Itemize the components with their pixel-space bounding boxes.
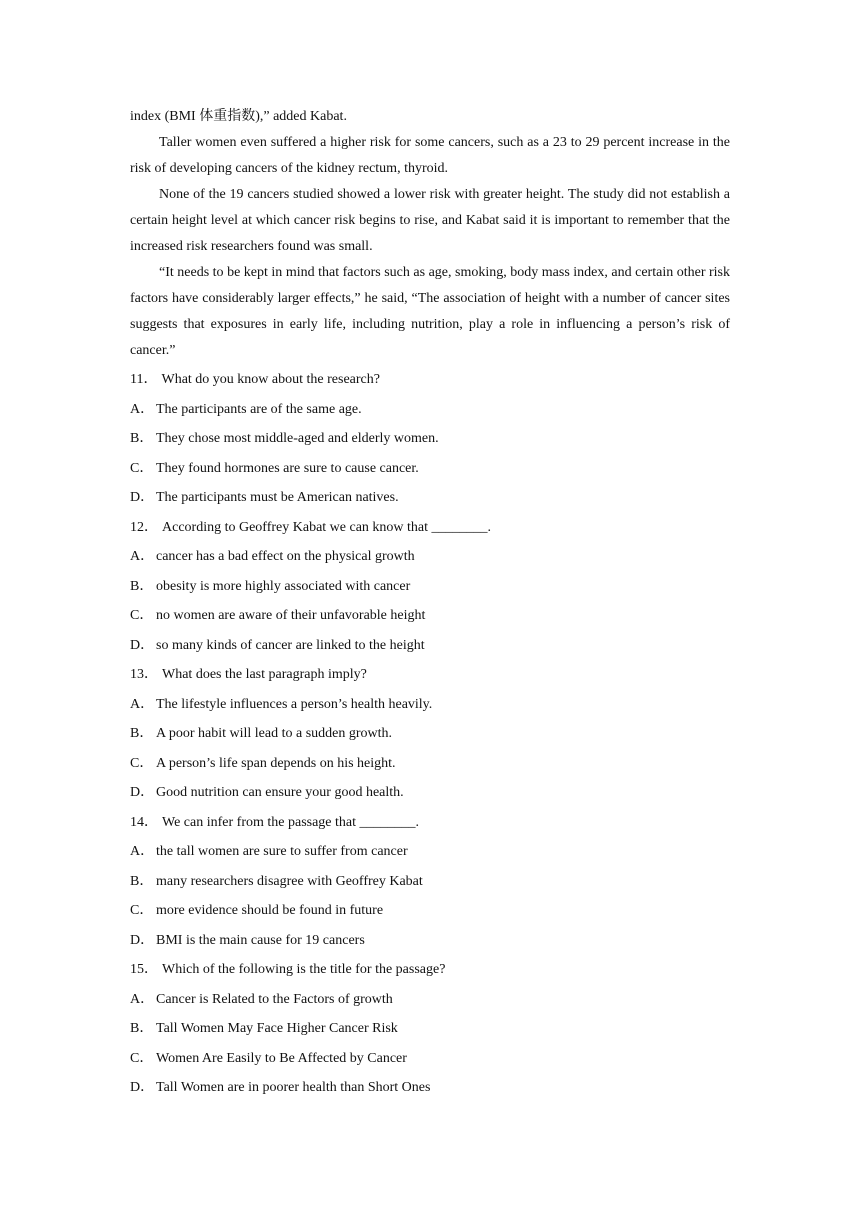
passage-paragraph: “It needs to be kept in mind that factors such as age, smoking, body mass index, and certain other risk factors have considerably larger effects,” he said, “The association of height with a number of cancer sites suggests that exposures in early life, including nutrition, play a role in influencing a person’s risk of cancer.”	[130, 265, 730, 358]
option-text: They found hormones are sure to cause cancer.	[156, 460, 419, 476]
question-stem: According to Geoffrey Kabat we can know that ________.	[162, 519, 492, 535]
option-letter: D．	[130, 1080, 155, 1095]
question-stem-row	[130, 365, 730, 395]
option-row	[130, 985, 730, 1015]
option-letter: B．	[130, 1021, 154, 1036]
option-text: Women Are Easily to Be Affected by Cancer	[156, 1050, 407, 1066]
option-row	[130, 572, 730, 602]
option-row	[130, 749, 730, 779]
passage-paragraph: None of the 19 cancers studied showed a lower risk with greater height. The study did not establish a certain height level at which cancer risk begins to rise, and Kabat said it is important to remember that the increased risk researchers found was small.	[130, 187, 730, 254]
option-text: so many kinds of cancer are linked to the height	[156, 637, 425, 653]
option-letter: D．	[130, 785, 155, 800]
option-row	[130, 631, 730, 661]
question-list	[130, 365, 730, 1103]
option-row	[130, 601, 730, 631]
option-letter: A．	[130, 401, 155, 417]
option-text: the tall women are sure to suffer from cancer	[156, 844, 408, 859]
option-letter: D．	[130, 932, 155, 948]
option-letter: C．	[130, 1050, 154, 1066]
question-block	[130, 365, 730, 513]
question-number: 13．	[130, 667, 158, 682]
question-stem: What do you know about the research?	[161, 372, 380, 387]
question-block	[130, 660, 730, 808]
question-stem-row	[130, 955, 730, 985]
option-letter: C．	[130, 608, 154, 623]
question-number: 15．	[130, 962, 158, 977]
passage-paragraph: Taller women even suffered a higher risk for some cancers, such as a 23 to 29 percent increase in the risk of developing cancers of the kidney rectum, thyroid.	[130, 135, 730, 176]
option-letter: A．	[130, 549, 155, 564]
option-text: cancer has a bad effect on the physical growth	[156, 549, 415, 564]
option-text: Cancer is Related to the Factors of growth	[156, 991, 393, 1007]
question-stem: We can infer from the passage that ________.	[162, 814, 420, 830]
option-letter: A．	[130, 696, 155, 712]
question-block	[130, 808, 730, 956]
question-stem: What does the last paragraph imply?	[162, 667, 367, 682]
option-row	[130, 395, 730, 425]
option-row	[130, 690, 730, 720]
option-letter: A．	[130, 844, 155, 859]
option-letter: A．	[130, 991, 155, 1007]
option-row	[130, 867, 730, 897]
option-row	[130, 719, 730, 749]
option-row	[130, 1073, 730, 1103]
reading-passage	[130, 104, 730, 364]
option-row	[130, 454, 730, 484]
option-letter: B．	[130, 873, 154, 889]
option-text: The lifestyle influences a person’s health heavily.	[156, 696, 433, 712]
option-letter: B．	[130, 578, 154, 594]
option-text: Tall Women May Face Higher Cancer Risk	[156, 1021, 398, 1036]
option-text: BMI is the main cause for 19 cancers	[156, 932, 365, 948]
option-text: A person’s life span depends on his height.	[156, 755, 396, 771]
option-row	[130, 1014, 730, 1044]
option-row	[130, 424, 730, 454]
option-row	[130, 483, 730, 513]
option-row	[130, 896, 730, 926]
option-text: They chose most middle-aged and elderly women.	[156, 431, 439, 446]
question-number: 12．	[130, 519, 158, 535]
option-text: The participants must be American natives.	[156, 490, 399, 505]
option-row	[130, 1044, 730, 1074]
option-row	[130, 542, 730, 572]
option-letter: B．	[130, 726, 154, 741]
option-letter: C．	[130, 460, 154, 476]
option-text: obesity is more highly associated with cancer	[156, 578, 411, 594]
option-text: The participants are of the same age.	[156, 401, 362, 417]
question-stem-row	[130, 808, 730, 838]
option-row	[130, 926, 730, 956]
option-row	[130, 837, 730, 867]
option-text: many researchers disagree with Geoffrey Kabat	[156, 873, 423, 889]
document-page	[130, 104, 730, 1103]
option-text: no women are aware of their unfavorable height	[156, 608, 426, 623]
option-text: Good nutrition can ensure your good health.	[156, 785, 404, 800]
question-block	[130, 513, 730, 661]
option-text: more evidence should be found in future	[156, 903, 384, 918]
option-letter: D．	[130, 490, 155, 505]
question-number: 14．	[130, 814, 158, 830]
option-letter: D．	[130, 637, 155, 653]
option-text: Tall Women are in poorer health than Short Ones	[156, 1080, 431, 1095]
option-letter: C．	[130, 903, 154, 918]
question-number: 11．	[130, 372, 158, 387]
question-block	[130, 955, 730, 1103]
passage-paragraph-continued: index (BMI 体重指数),” added Kabat.	[130, 109, 347, 124]
question-stem-row	[130, 513, 730, 543]
option-letter: B．	[130, 431, 154, 446]
option-row	[130, 778, 730, 808]
option-letter: C．	[130, 755, 154, 771]
question-stem: Which of the following is the title for the passage?	[162, 962, 446, 977]
option-text: A poor habit will lead to a sudden growth.	[156, 726, 393, 741]
question-stem-row	[130, 660, 730, 690]
